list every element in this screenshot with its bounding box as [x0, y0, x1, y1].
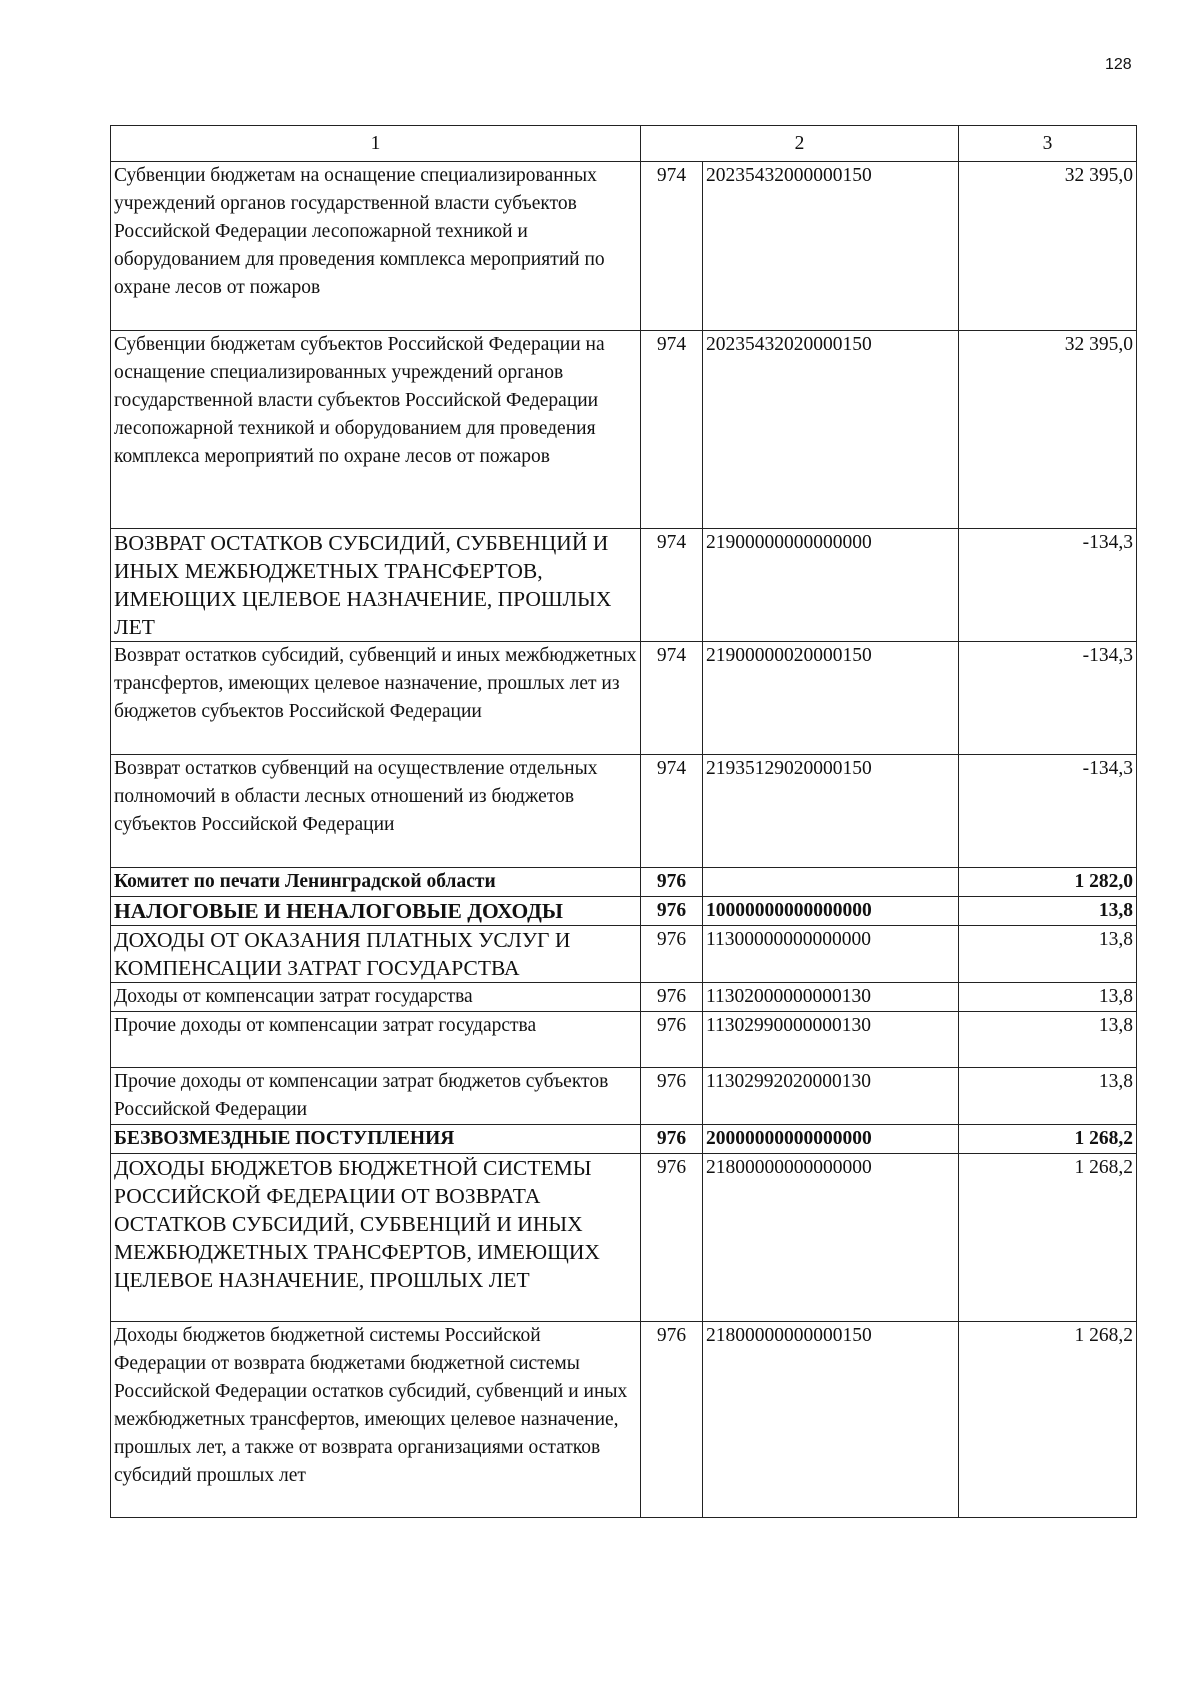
row-amount: -134,3 — [959, 642, 1137, 755]
row-amount: 13,8 — [959, 1068, 1137, 1125]
row-classification-code: 11302000000000130 — [703, 983, 959, 1012]
row-classification-code: 20235432000000150 — [703, 162, 959, 331]
row-classification-code: 20000000000000000 — [703, 1125, 959, 1154]
table-row — [111, 983, 1137, 1012]
table-row — [111, 1068, 1137, 1125]
budget-revenue-table — [110, 125, 1137, 1518]
table-row — [111, 755, 1137, 868]
row-admin-code: 974 — [641, 755, 703, 868]
row-admin-code: 976 — [641, 983, 703, 1012]
row-name: Возврат остатков субвенций на осуществление отдельных полномочий в области лесных отношений из бюджетов субъектов Российской Федерации — [111, 755, 641, 868]
row-name: ДОХОДЫ ОТ ОКАЗАНИЯ ПЛАТНЫХ УСЛУГ И КОМПЕНСАЦИИ ЗАТРАТ ГОСУДАРСТВА — [111, 926, 641, 983]
table-row — [111, 529, 1137, 642]
row-amount: 1 268,2 — [959, 1322, 1137, 1518]
row-name: Возврат остатков субсидий, субвенций и иных межбюджетных трансфертов, имеющих целевое назначение, прошлых лет из бюджетов субъектов Российской Федерации — [111, 642, 641, 755]
row-name: Субвенции бюджетам субъектов Российской Федерации на оснащение специализированных учреждений органов государственной власти субъектов Российской Федерации лесопожарной техникой и оборудованием для проведения комплекса мероприятий по охране лесов от пожаров — [111, 331, 641, 529]
row-admin-code: 976 — [641, 1012, 703, 1068]
row-classification-code: 11302990000000130 — [703, 1012, 959, 1068]
row-amount: 1 282,0 — [959, 868, 1137, 897]
table-row — [111, 1322, 1137, 1518]
row-name: Субвенции бюджетам на оснащение специализированных учреждений органов государственной власти субъектов Российской Федерации лесопожарной техникой и оборудованием для проведения комплекса мероприятий по охране лесов от пожаров — [111, 162, 641, 331]
table-row — [111, 868, 1137, 897]
header-col-3: 3 — [959, 126, 1137, 162]
row-amount: 13,8 — [959, 897, 1137, 926]
row-classification-code — [703, 868, 959, 897]
header-row — [111, 126, 1137, 162]
row-admin-code: 976 — [641, 897, 703, 926]
row-amount: 13,8 — [959, 926, 1137, 983]
table-row — [111, 331, 1137, 529]
row-admin-code: 976 — [641, 926, 703, 983]
row-classification-code: 21800000000000000 — [703, 1154, 959, 1322]
header-col-2: 2 — [641, 126, 959, 162]
row-classification-code: 21800000000000150 — [703, 1322, 959, 1518]
row-name: Доходы от компенсации затрат государства — [111, 983, 641, 1012]
row-classification-code: 11300000000000000 — [703, 926, 959, 983]
header-col-1: 1 — [111, 126, 641, 162]
table-row — [111, 926, 1137, 983]
row-admin-code: 974 — [641, 331, 703, 529]
row-admin-code: 976 — [641, 1125, 703, 1154]
table-row — [111, 897, 1137, 926]
row-amount: 13,8 — [959, 983, 1137, 1012]
row-amount: -134,3 — [959, 755, 1137, 868]
page-number: 128 — [1105, 56, 1132, 73]
row-name: ДОХОДЫ БЮДЖЕТОВ БЮДЖЕТНОЙ СИСТЕМЫ РОССИЙСКОЙ ФЕДЕРАЦИИ ОТ ВОЗВРАТА ОСТАТКОВ СУБСИДИЙ, СУБВЕНЦИЙ И ИНЫХ МЕЖБЮДЖЕТНЫХ ТРАНСФЕРТОВ, ИМЕЮЩИХ ЦЕЛЕВОЕ НАЗНАЧЕНИЕ, ПРОШЛЫХ ЛЕТ — [111, 1154, 641, 1322]
row-amount: 32 395,0 — [959, 162, 1137, 331]
row-name: Прочие доходы от компенсации затрат государства — [111, 1012, 641, 1068]
row-admin-code: 974 — [641, 529, 703, 642]
row-admin-code: 976 — [641, 1068, 703, 1125]
row-admin-code: 976 — [641, 1322, 703, 1518]
row-name: Комитет по печати Ленинградской области — [111, 868, 641, 897]
row-admin-code: 974 — [641, 162, 703, 331]
row-classification-code: 20235432020000150 — [703, 331, 959, 529]
row-name: Прочие доходы от компенсации затрат бюджетов субъектов Российской Федерации — [111, 1068, 641, 1125]
row-amount: 1 268,2 — [959, 1154, 1137, 1322]
row-classification-code: 21900000020000150 — [703, 642, 959, 755]
row-amount: 32 395,0 — [959, 331, 1137, 529]
table-row — [111, 1154, 1137, 1322]
row-admin-code: 976 — [641, 868, 703, 897]
row-classification-code: 11302992020000130 — [703, 1068, 959, 1125]
table-row — [111, 642, 1137, 755]
row-classification-code: 21900000000000000 — [703, 529, 959, 642]
row-amount: 13,8 — [959, 1012, 1137, 1068]
row-name: БЕЗВОЗМЕЗДНЫЕ ПОСТУПЛЕНИЯ — [111, 1125, 641, 1154]
table-row — [111, 1012, 1137, 1068]
row-admin-code: 976 — [641, 1154, 703, 1322]
table-row — [111, 1125, 1137, 1154]
row-name: Доходы бюджетов бюджетной системы Российской Федерации от возврата бюджетами бюджетной системы Российской Федерации остатков субсидий, субвенций и иных межбюджетных трансфертов, имеющих целевое назначение, прошлых лет, а также от возврата организациями остатков субсидий прошлых лет — [111, 1322, 641, 1518]
row-amount: 1 268,2 — [959, 1125, 1137, 1154]
row-classification-code: 21935129020000150 — [703, 755, 959, 868]
row-amount: -134,3 — [959, 529, 1137, 642]
row-classification-code: 10000000000000000 — [703, 897, 959, 926]
row-admin-code: 974 — [641, 642, 703, 755]
table-row — [111, 162, 1137, 331]
row-name: ВОЗВРАТ ОСТАТКОВ СУБСИДИЙ, СУБВЕНЦИЙ И ИНЫХ МЕЖБЮДЖЕТНЫХ ТРАНСФЕРТОВ, ИМЕЮЩИХ ЦЕЛЕВОЕ НАЗНАЧЕНИЕ, ПРОШЛЫХ ЛЕТ — [111, 529, 641, 642]
row-name: НАЛОГОВЫЕ И НЕНАЛОГОВЫЕ ДОХОДЫ — [111, 897, 641, 926]
